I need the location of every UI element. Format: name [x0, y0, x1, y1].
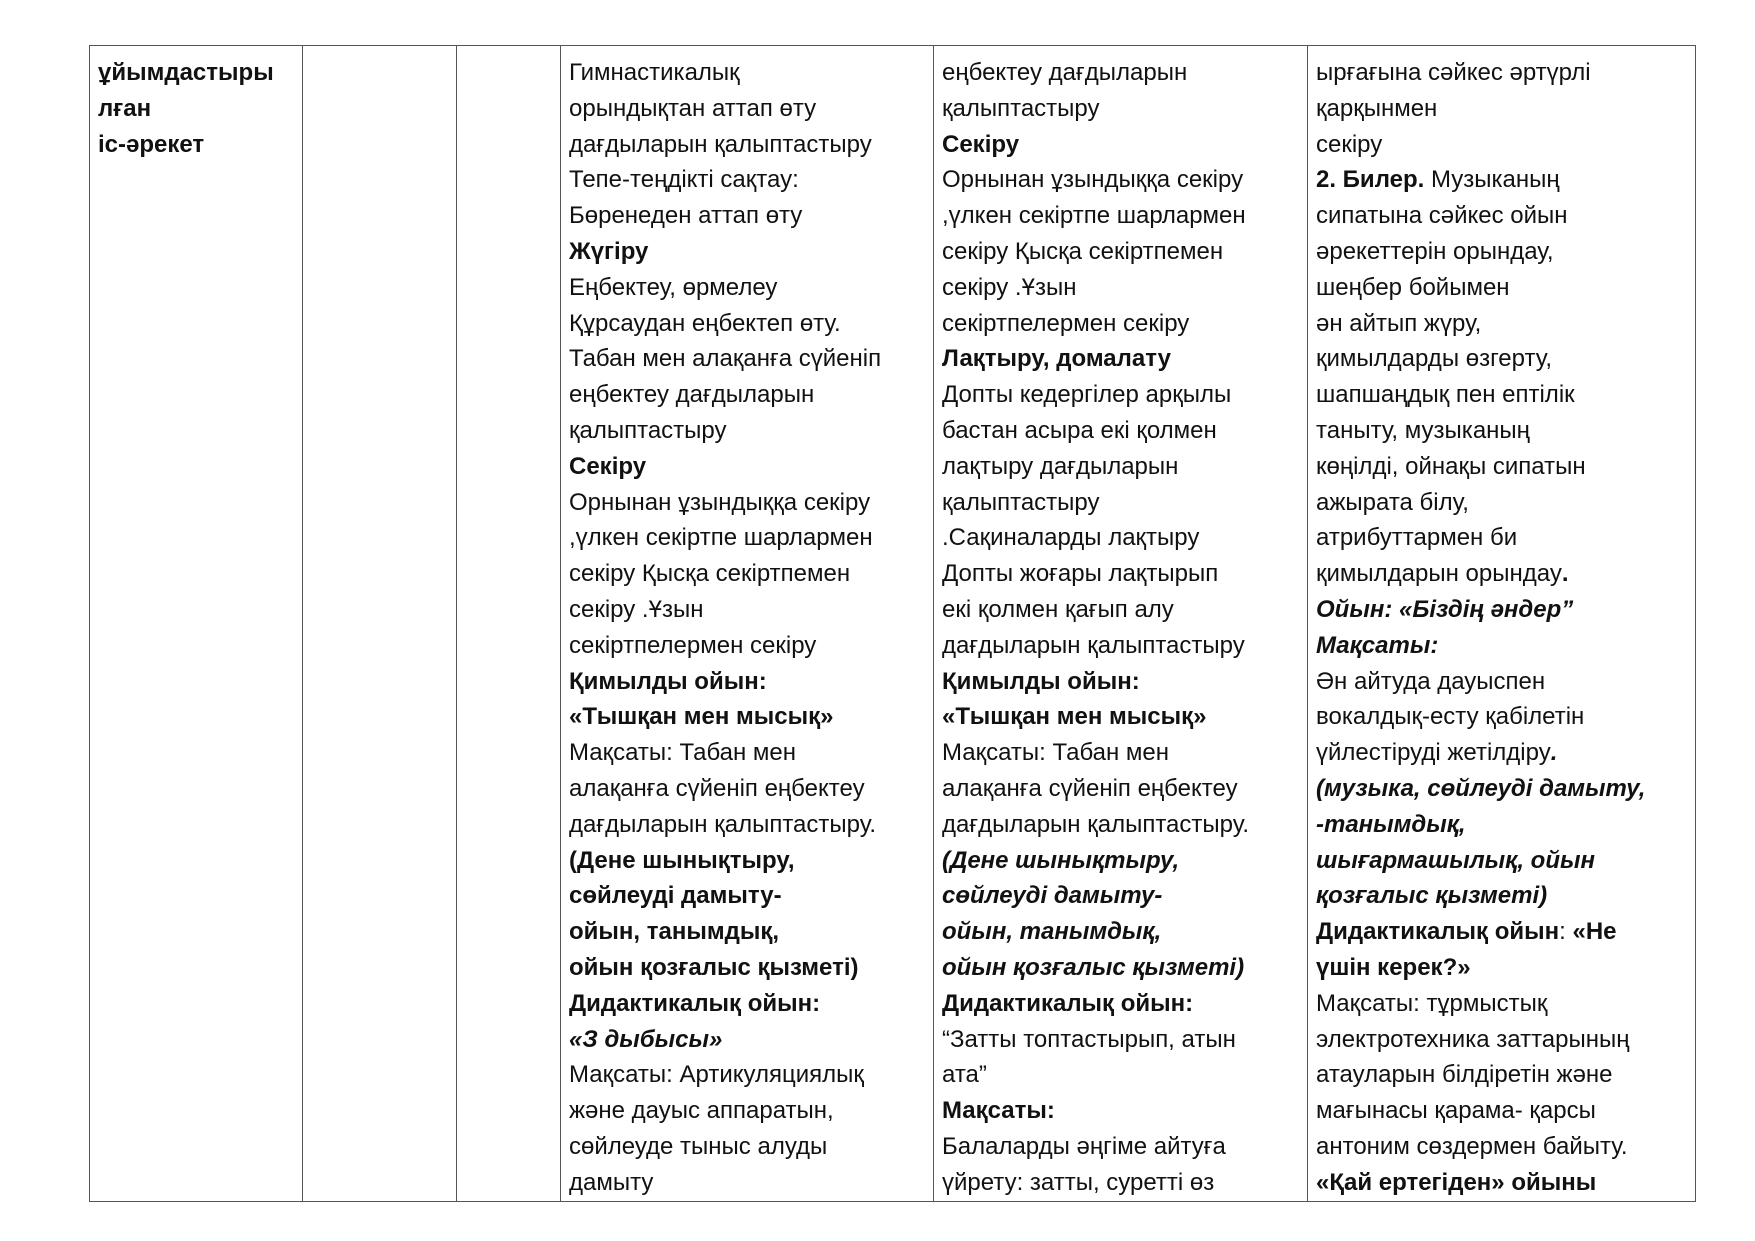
text-line: орындықтан аттап өту	[569, 94, 817, 122]
text-line: Лақтыру, домалату	[942, 345, 1171, 373]
text-line: дағдыларын қалыптастыру.	[569, 810, 876, 838]
text-line: көңілді, ойнақы сипатын	[1316, 452, 1586, 480]
text-line: вокалдық-есту қабілетін	[1316, 703, 1585, 731]
text-line: секіру Қысқа секіртпемен	[569, 560, 851, 588]
text-line: Тепе-теңдікті сақтау:	[569, 166, 799, 194]
text-line: Дидактикалық ойын:	[942, 989, 1194, 1017]
text-line: «Тышқан мен мысық»	[942, 703, 1207, 731]
text-run: «Не	[1572, 918, 1617, 946]
text-line: антоним сөздермен байыту.	[1316, 1132, 1628, 1160]
text-line: лған	[98, 94, 152, 122]
text-line: Мақсаты:	[942, 1097, 1055, 1125]
text-line: қалыптастыру	[942, 488, 1100, 516]
text-line: Бөренеден аттап өту	[569, 202, 803, 230]
text-run: :	[1559, 918, 1573, 946]
text-line: қалыптастыру	[942, 94, 1100, 122]
text-line: таныту, музыканың	[1316, 416, 1530, 444]
text-line: атрибуттармен би	[1316, 524, 1518, 552]
table-cell-activity-label	[90, 46, 303, 1202]
text-line: Допты кедергілер арқылы	[942, 381, 1232, 409]
text-line: шеңбер бойымен	[1316, 273, 1510, 301]
text-line: Мақсаты: тұрмыстық	[1316, 989, 1548, 1017]
text-line: секіртпелермен секіру	[569, 631, 817, 659]
text-line: Мақсаты: Артикуляциялық	[569, 1061, 864, 1089]
text-line: Гимнастикалық	[569, 59, 740, 86]
text-line: Мақсаты: Табан мен	[942, 739, 1170, 767]
text-line: Балаларды әңгіме айтуға	[942, 1132, 1226, 1160]
text-line: Секіру	[569, 452, 647, 480]
text-run: қимылдарын орындау	[1316, 560, 1562, 588]
text-line: ойын қозғалыс қызметі)	[569, 953, 859, 981]
text-line: лақтыру дағдыларын	[942, 452, 1179, 480]
text-line: ойын, танымдық,	[942, 918, 1162, 946]
text-line: Ойын: «Біздің әндер”	[1316, 595, 1574, 623]
text-line: «З дыбысы»	[569, 1025, 723, 1053]
text-line: Жүгіру	[569, 237, 649, 265]
text-line: қалыптастыру	[569, 416, 727, 444]
text-line: (музыка, сөйлеуді дамыту,	[1316, 774, 1646, 802]
text-run: Музыканың	[1424, 166, 1560, 194]
text-line	[1316, 914, 1687, 950]
text-run: .	[1550, 739, 1558, 767]
text-line: секіру .Ұзын	[942, 273, 1077, 301]
text-line: әрекеттерін орындау,	[1316, 237, 1554, 265]
text-line: электротехника заттарының	[1316, 1025, 1630, 1053]
text-line: ойын қозғалыс қызметі)	[942, 953, 1245, 981]
text-line: «Қай ертегіден» ойыны	[1316, 1168, 1597, 1196]
text-line: ,үлкен секіртпе шарлармен	[569, 524, 873, 552]
text-line: ырғағына сәйкес әртүрлі	[1316, 59, 1591, 86]
text-line: ән айтып жүру,	[1316, 309, 1482, 337]
cell-text	[90, 46, 302, 162]
text-line: Құрсаудан еңбектеп өту.	[569, 309, 841, 337]
text-line: дамыту	[569, 1168, 654, 1196]
text-line: (Дене шынықтыру,	[569, 846, 795, 874]
text-line: Секіру	[942, 130, 1020, 158]
table-cell-empty-1	[303, 46, 457, 1202]
text-line: үшін керек?»	[1316, 953, 1471, 981]
cell-text	[457, 46, 560, 55]
text-line: бастан асыра екі қолмен	[942, 416, 1217, 444]
text-line: .Сақиналарды лақтыру	[942, 524, 1200, 552]
text-line: Ән айтуда дауыспен	[1316, 667, 1546, 695]
text-line: секіру Қысқа секіртпемен	[942, 237, 1224, 265]
text-line: қимылдарды өзгерту,	[1316, 345, 1553, 373]
text-line: қозғалыс қызметі)	[1316, 882, 1548, 910]
text-line: дағдыларын қалыптастыру	[942, 631, 1245, 659]
text-line: шапшаңдық пен ептілік	[1316, 381, 1575, 409]
text-line: Қимылды ойын:	[569, 667, 767, 695]
text-line: ойын, танымдық,	[569, 918, 779, 946]
text-line: шығармашылық, ойын	[1316, 846, 1595, 874]
text-line: алақанға сүйеніп еңбектеу	[569, 774, 865, 802]
text-line: Қимылды ойын:	[942, 667, 1140, 695]
text-line: секіру	[1316, 130, 1383, 158]
text-line: сөйлеуді дамыту-	[942, 882, 1163, 910]
text-line: атауларын білдіретін және	[1316, 1061, 1613, 1089]
text-line: сөйлеуде тыныс алуды	[569, 1132, 828, 1160]
cell-text	[303, 46, 456, 55]
table-cell-day-c	[1308, 46, 1696, 1202]
text-line	[1316, 556, 1687, 592]
text-line: «Тышқан мен мысық»	[569, 703, 834, 731]
text-line: еңбектеу дағдыларын	[942, 59, 1188, 86]
text-line	[1316, 162, 1687, 198]
table-row	[90, 46, 1696, 1202]
text-line	[1316, 735, 1687, 771]
text-line: Еңбектеу, өрмелеу	[569, 273, 778, 301]
text-line: сипатына сәйкес ойын	[1316, 202, 1568, 230]
text-line: екі қолмен қағып алу	[942, 595, 1174, 623]
text-run: .	[1561, 560, 1569, 588]
text-line: алақанға сүйеніп еңбектеу	[942, 774, 1238, 802]
activity-plan-table	[89, 45, 1696, 1202]
text-line: Орнынан ұзындыққа секіру	[942, 166, 1244, 194]
text-run: үйлестіруді жетілдіру	[1316, 739, 1551, 767]
text-line: дағдыларын қалыптастыру.	[942, 810, 1249, 838]
text-line: Орнынан ұзындыққа секіру	[569, 488, 871, 516]
cell-text	[934, 46, 1307, 1201]
cell-text	[561, 46, 933, 1201]
text-line: және дауыс аппаратын,	[569, 1097, 834, 1125]
text-line: Допты жоғары лақтырып	[942, 560, 1219, 588]
text-line: Табан мен алақанға сүйеніп	[569, 345, 882, 373]
text-line: ажырата білу,	[1316, 488, 1469, 516]
text-line: мағынасы қарама- қарсы	[1316, 1097, 1596, 1125]
cell-text	[1308, 46, 1695, 1201]
text-line: (Дене шынықтыру,	[942, 846, 1180, 874]
text-line: үйрету: затты, суретті өз	[942, 1168, 1215, 1196]
table-cell-day-b	[934, 46, 1308, 1202]
text-line: іс-әрекет	[98, 130, 205, 158]
text-run: Дидактикалық ойын	[1316, 918, 1560, 946]
text-run: 2. Билер.	[1316, 166, 1425, 194]
text-line: -танымдық,	[1316, 810, 1466, 838]
text-line: секіру .Ұзын	[569, 595, 704, 623]
text-line: ,үлкен секіртпе шарлармен	[942, 202, 1246, 230]
text-line: секіртпелермен секіру	[942, 309, 1190, 337]
text-line: Мақсаты:	[1316, 631, 1439, 659]
text-line: сөйлеуді дамыту-	[569, 882, 782, 910]
text-line: қарқынмен	[1316, 94, 1438, 122]
text-line: “Затты топтастырып, атын	[942, 1025, 1236, 1053]
table-cell-empty-2	[457, 46, 561, 1202]
text-line: Мақсаты: Табан мен	[569, 739, 797, 767]
text-line: ата”	[942, 1061, 987, 1089]
text-line: дағдыларын қалыптастыру	[569, 130, 872, 158]
text-line: Дидактикалық ойын:	[569, 989, 821, 1017]
text-line: еңбектеу дағдыларын	[569, 381, 815, 409]
table-cell-day-a	[561, 46, 934, 1202]
text-line: ұйымдастыры	[98, 59, 274, 86]
